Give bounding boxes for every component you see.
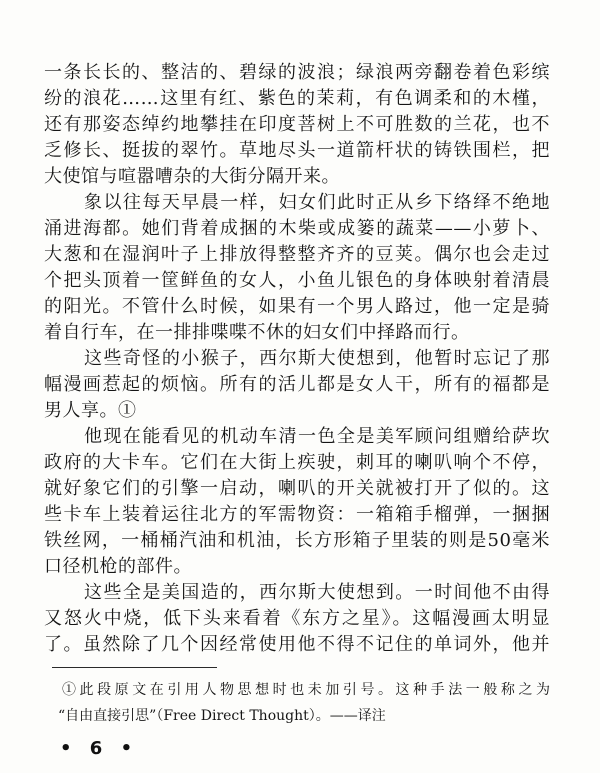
footnote-line: ①此段原文在引用人物思想时也未加引号。这种手法一般称之为 xyxy=(62,682,550,698)
body-line: 个把头顶着一筐鲜鱼的女人，小鱼儿银色的身体映射着清晨 xyxy=(44,270,550,291)
body-line: 了。虽然除了几个因经常使用他不得不记住的单词外，他并 xyxy=(44,634,550,655)
body-line: 幅漫画惹起的烦恼。所有的活儿都是女人干，所有的福都是 xyxy=(44,374,550,395)
body-line: 口径机枪的部件。 xyxy=(44,556,192,577)
body-line: 还有那姿态绰约地攀挂在印度菩树上不可胜数的兰花，也不 xyxy=(44,114,550,135)
body-line: 大使馆与喧嚣嘈杂的大街分隔开来。 xyxy=(44,166,340,187)
body-line: 这些奇怪的小猴子，西尔斯大使想到，他暂时忘记了那 xyxy=(84,348,550,369)
body-line: 些卡车上装着运往北方的军需物资：一箱箱手榴弹，一捆捆 xyxy=(44,504,550,525)
body-line: 铁丝网，一桶桶汽油和机油，长方形箱子里装的则是50毫米 xyxy=(44,530,550,551)
body-line: 这些全是美国造的，西尔斯大使想到。一时间他不由得 xyxy=(84,582,550,603)
body-line: 政府的大卡车。它们在大街上疾驶，刺耳的喇叭响个不停， xyxy=(44,452,550,473)
body-line: 涌进海都。她们背着成捆的木柴或成篓的蔬菜——小萝卜、 xyxy=(44,218,550,239)
body-line: 大葱和在湿润叶子上排放得整整齐齐的豆荚。偶尔也会走过 xyxy=(44,244,550,265)
body-line-footnote-ref: 男人享。① xyxy=(44,400,137,421)
footnote xyxy=(58,677,550,729)
body-text xyxy=(44,60,550,658)
footnote-line: “自由直接引思”（Free Direct Thought）。——译注 xyxy=(58,708,386,724)
body-line: 象以往每天早晨一样，妇女们此时正从乡下络绎不绝地 xyxy=(84,192,550,213)
body-line: 着自行车，在一排排喋喋不休的妇女们中择路而行。 xyxy=(44,322,470,343)
body-line: 乏修长、挺拔的翠竹。草地尽头一道箭杆状的铸铁围栏，把 xyxy=(44,140,550,161)
body-line: 一条长长的、整洁的、碧绿的波浪；绿浪两旁翻卷着色彩缤 xyxy=(44,62,550,83)
page-number: • 6 • xyxy=(60,738,139,759)
paragraph-5 xyxy=(44,580,550,658)
paragraph-2 xyxy=(44,190,550,346)
body-line: 的阳光。不管什么时候，如果有一个男人路过，他一定是骑 xyxy=(44,296,550,317)
body-line: 就好象它们的引擎一启动，喇叭的开关就被打开了似的。这 xyxy=(44,478,550,499)
body-line: 纷的浪花……这里有红、紫色的茉莉，有色调柔和的木槿， xyxy=(44,88,550,109)
paragraph-3 xyxy=(44,346,550,424)
body-line: 又怒火中烧，低下头来看着《东方之星》。这幅漫画太明显 xyxy=(44,608,550,629)
body-line: 他现在能看见的机动车清一色全是美军顾问组赠给萨坎 xyxy=(84,426,550,447)
paragraph-4 xyxy=(44,424,550,580)
footnote-separator xyxy=(52,667,217,668)
paragraph-1 xyxy=(44,60,550,190)
